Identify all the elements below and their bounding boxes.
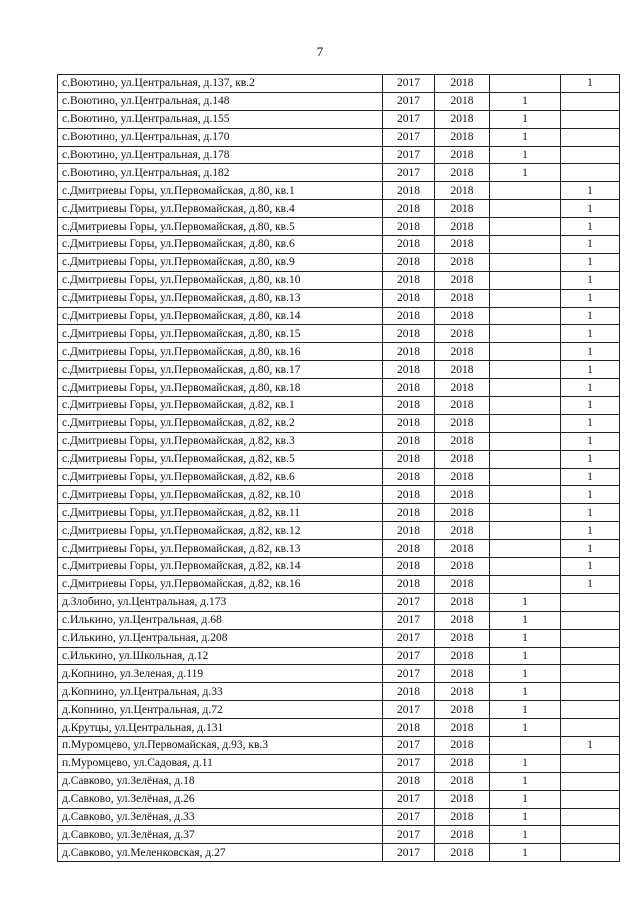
address-cell: с.Дмитриевы Горы, ул.Первомайская, д.80, кв.14: [58, 307, 383, 325]
count-b-cell: 1: [561, 575, 620, 593]
table-row: [58, 468, 620, 486]
year-start-cell: 2017: [383, 736, 435, 754]
year-start-cell: 2018: [383, 200, 435, 218]
count-b-cell: 1: [561, 253, 620, 271]
table-row: [58, 450, 620, 468]
count-a-cell: [490, 397, 561, 415]
address-cell: д.Крутцы, ул.Центральная, д.131: [58, 719, 383, 737]
year-end-cell: 2018: [435, 92, 490, 110]
year-end-cell: 2018: [435, 289, 490, 307]
year-start-cell: 2017: [383, 164, 435, 182]
count-a-cell: [490, 504, 561, 522]
table-row: [58, 271, 620, 289]
count-a-cell: 1: [490, 844, 561, 862]
year-end-cell: 2018: [435, 540, 490, 558]
year-end-cell: 2018: [435, 164, 490, 182]
year-end-cell: 2018: [435, 719, 490, 737]
table-row: [58, 75, 620, 93]
count-b-cell: [561, 844, 620, 862]
table-row: [58, 522, 620, 540]
count-b-cell: [561, 92, 620, 110]
count-b-cell: [561, 754, 620, 772]
year-end-cell: 2018: [435, 808, 490, 826]
table-row: [58, 504, 620, 522]
year-start-cell: 2018: [383, 450, 435, 468]
count-a-cell: [490, 468, 561, 486]
count-a-cell: [490, 236, 561, 254]
year-end-cell: 2018: [435, 414, 490, 432]
year-end-cell: 2018: [435, 575, 490, 593]
address-cell: с.Дмитриевы Горы, ул.Первомайская, д.82, кв.3: [58, 432, 383, 450]
count-a-cell: [490, 736, 561, 754]
address-cell: п.Муромцево, ул.Первомайская, д.93, кв.3: [58, 736, 383, 754]
count-b-cell: [561, 611, 620, 629]
count-a-cell: 1: [490, 683, 561, 701]
year-start-cell: 2018: [383, 432, 435, 450]
count-b-cell: [561, 772, 620, 790]
table-row: [58, 540, 620, 558]
count-a-cell: [490, 307, 561, 325]
count-a-cell: [490, 522, 561, 540]
count-b-cell: [561, 701, 620, 719]
count-b-cell: 1: [561, 218, 620, 236]
year-end-cell: 2018: [435, 504, 490, 522]
count-a-cell: [490, 253, 561, 271]
count-a-cell: 1: [490, 92, 561, 110]
year-end-cell: 2018: [435, 361, 490, 379]
year-end-cell: 2018: [435, 772, 490, 790]
count-b-cell: 1: [561, 558, 620, 576]
year-end-cell: 2018: [435, 754, 490, 772]
table-row: [58, 808, 620, 826]
count-a-cell: [490, 200, 561, 218]
address-cell: д.Копнино, ул.Зеленая, д.119: [58, 665, 383, 683]
address-cell: с.Воютино, ул.Центральная, д.182: [58, 164, 383, 182]
count-a-cell: [490, 486, 561, 504]
year-end-cell: 2018: [435, 450, 490, 468]
count-b-cell: 1: [561, 182, 620, 200]
count-a-cell: [490, 325, 561, 343]
count-b-cell: 1: [561, 397, 620, 415]
count-b-cell: [561, 647, 620, 665]
year-start-cell: 2018: [383, 468, 435, 486]
count-b-cell: 1: [561, 75, 620, 93]
count-a-cell: 1: [490, 647, 561, 665]
address-cell: с.Дмитриевы Горы, ул.Первомайская, д.80, кв.5: [58, 218, 383, 236]
count-b-cell: [561, 128, 620, 146]
count-a-cell: [490, 343, 561, 361]
count-b-cell: 1: [561, 540, 620, 558]
address-cell: с.Илькино, ул.Школьная, д.12: [58, 647, 383, 665]
count-b-cell: [561, 683, 620, 701]
count-a-cell: 1: [490, 719, 561, 737]
year-start-cell: 2017: [383, 754, 435, 772]
year-end-cell: 2018: [435, 128, 490, 146]
count-b-cell: 1: [561, 450, 620, 468]
year-start-cell: 2018: [383, 289, 435, 307]
table-row: [58, 575, 620, 593]
year-end-cell: 2018: [435, 665, 490, 683]
table-row: [58, 736, 620, 754]
year-start-cell: 2018: [383, 414, 435, 432]
year-start-cell: 2018: [383, 486, 435, 504]
year-start-cell: 2017: [383, 629, 435, 647]
year-end-cell: 2018: [435, 826, 490, 844]
table-row: [58, 92, 620, 110]
year-end-cell: 2018: [435, 146, 490, 164]
count-a-cell: 1: [490, 754, 561, 772]
table-row: [58, 629, 620, 647]
year-end-cell: 2018: [435, 844, 490, 862]
table-row: [58, 146, 620, 164]
table-row: [58, 611, 620, 629]
count-a-cell: [490, 379, 561, 397]
address-cell: с.Дмитриевы Горы, ул.Первомайская, д.80, кв.6: [58, 236, 383, 254]
year-start-cell: 2017: [383, 647, 435, 665]
address-cell: с.Дмитриевы Горы, ул.Первомайская, д.82, кв.16: [58, 575, 383, 593]
table-row: [58, 343, 620, 361]
count-a-cell: 1: [490, 110, 561, 128]
year-start-cell: 2017: [383, 128, 435, 146]
count-b-cell: 1: [561, 736, 620, 754]
count-a-cell: [490, 450, 561, 468]
year-start-cell: 2017: [383, 146, 435, 164]
count-a-cell: 1: [490, 146, 561, 164]
count-a-cell: 1: [490, 701, 561, 719]
year-start-cell: 2018: [383, 271, 435, 289]
address-cell: с.Дмитриевы Горы, ул.Первомайская, д.80, кв.18: [58, 379, 383, 397]
count-b-cell: [561, 719, 620, 737]
year-end-cell: 2018: [435, 200, 490, 218]
address-cell: с.Илькино, ул.Центральная, д.208: [58, 629, 383, 647]
address-cell: д.Копнино, ул.Центральная, д.72: [58, 701, 383, 719]
year-start-cell: 2017: [383, 790, 435, 808]
address-cell: с.Дмитриевы Горы, ул.Первомайская, д.80, кв.1: [58, 182, 383, 200]
count-a-cell: [490, 271, 561, 289]
year-end-cell: 2018: [435, 701, 490, 719]
year-end-cell: 2018: [435, 110, 490, 128]
count-b-cell: [561, 808, 620, 826]
year-start-cell: 2017: [383, 593, 435, 611]
year-end-cell: 2018: [435, 271, 490, 289]
count-b-cell: 1: [561, 486, 620, 504]
count-b-cell: 1: [561, 414, 620, 432]
count-b-cell: 1: [561, 236, 620, 254]
count-b-cell: 1: [561, 379, 620, 397]
page-number: 7: [316, 44, 324, 59]
count-b-cell: 1: [561, 271, 620, 289]
address-cell: с.Дмитриевы Горы, ул.Первомайская, д.82, кв.12: [58, 522, 383, 540]
count-b-cell: 1: [561, 504, 620, 522]
year-end-cell: 2018: [435, 236, 490, 254]
address-cell: д.Савково, ул.Зелёная, д.18: [58, 772, 383, 790]
table-row: [58, 844, 620, 862]
count-a-cell: 1: [490, 808, 561, 826]
year-start-cell: 2017: [383, 701, 435, 719]
year-start-cell: 2018: [383, 719, 435, 737]
year-end-cell: 2018: [435, 629, 490, 647]
table-row: [58, 665, 620, 683]
address-cell: с.Дмитриевы Горы, ул.Первомайская, д.80, кв.15: [58, 325, 383, 343]
count-b-cell: [561, 790, 620, 808]
address-cell: с.Воютино, ул.Центральная, д.178: [58, 146, 383, 164]
address-cell: с.Дмитриевы Горы, ул.Первомайская, д.82, кв.13: [58, 540, 383, 558]
count-a-cell: [490, 414, 561, 432]
year-start-cell: 2018: [383, 343, 435, 361]
year-start-cell: 2017: [383, 92, 435, 110]
year-start-cell: 2017: [383, 75, 435, 93]
address-cell: д.Савково, ул.Зелёная, д.33: [58, 808, 383, 826]
address-cell: д.Копнино, ул.Центральная, д.33: [58, 683, 383, 701]
year-start-cell: 2017: [383, 844, 435, 862]
table-row: [58, 218, 620, 236]
table-row: [58, 432, 620, 450]
count-a-cell: 1: [490, 611, 561, 629]
count-a-cell: 1: [490, 790, 561, 808]
count-b-cell: 1: [561, 432, 620, 450]
year-start-cell: 2017: [383, 826, 435, 844]
table-row: [58, 110, 620, 128]
year-end-cell: 2018: [435, 379, 490, 397]
table-row: [58, 164, 620, 182]
address-cell: с.Дмитриевы Горы, ул.Первомайская, д.82, кв.2: [58, 414, 383, 432]
count-b-cell: [561, 164, 620, 182]
year-start-cell: 2018: [383, 683, 435, 701]
count-b-cell: 1: [561, 200, 620, 218]
address-cell: с.Дмитриевы Горы, ул.Первомайская, д.80, кв.13: [58, 289, 383, 307]
table-row: [58, 253, 620, 271]
address-cell: с.Дмитриевы Горы, ул.Первомайская, д.82, кв.11: [58, 504, 383, 522]
year-start-cell: 2018: [383, 558, 435, 576]
table-row: [58, 379, 620, 397]
table-row: [58, 289, 620, 307]
year-end-cell: 2018: [435, 75, 490, 93]
count-a-cell: [490, 575, 561, 593]
address-cell: с.Дмитриевы Горы, ул.Первомайская, д.82, кв.10: [58, 486, 383, 504]
year-end-cell: 2018: [435, 432, 490, 450]
address-cell: с.Дмитриевы Горы, ул.Первомайская, д.80, кв.4: [58, 200, 383, 218]
count-b-cell: 1: [561, 361, 620, 379]
year-start-cell: 2018: [383, 361, 435, 379]
address-cell: с.Дмитриевы Горы, ул.Первомайская, д.80, кв.17: [58, 361, 383, 379]
count-a-cell: [490, 182, 561, 200]
count-b-cell: 1: [561, 343, 620, 361]
year-end-cell: 2018: [435, 558, 490, 576]
count-a-cell: 1: [490, 772, 561, 790]
year-end-cell: 2018: [435, 647, 490, 665]
count-b-cell: 1: [561, 522, 620, 540]
address-cell: с.Воютино, ул.Центральная, д.155: [58, 110, 383, 128]
table-row: [58, 772, 620, 790]
year-end-cell: 2018: [435, 790, 490, 808]
address-cell: д.Савково, ул.Меленковская, д.27: [58, 844, 383, 862]
table-row: [58, 486, 620, 504]
table-row: [58, 397, 620, 415]
address-cell: с.Дмитриевы Горы, ул.Первомайская, д.82, кв.6: [58, 468, 383, 486]
year-start-cell: 2018: [383, 397, 435, 415]
count-b-cell: 1: [561, 307, 620, 325]
year-start-cell: 2018: [383, 522, 435, 540]
table-row: [58, 182, 620, 200]
count-a-cell: [490, 432, 561, 450]
count-b-cell: 1: [561, 468, 620, 486]
year-end-cell: 2018: [435, 253, 490, 271]
address-cell: с.Воютино, ул.Центральная, д.148: [58, 92, 383, 110]
table-row: [58, 236, 620, 254]
year-start-cell: 2018: [383, 540, 435, 558]
count-a-cell: 1: [490, 593, 561, 611]
count-b-cell: [561, 665, 620, 683]
address-cell: с.Дмитриевы Горы, ул.Первомайская, д.82, кв.5: [58, 450, 383, 468]
count-b-cell: 1: [561, 325, 620, 343]
count-b-cell: [561, 629, 620, 647]
table-row: [58, 593, 620, 611]
year-start-cell: 2018: [383, 772, 435, 790]
year-end-cell: 2018: [435, 325, 490, 343]
year-start-cell: 2017: [383, 611, 435, 629]
address-cell: с.Воютино, ул.Центральная, д.137, кв.2: [58, 75, 383, 93]
count-a-cell: [490, 75, 561, 93]
table-row: [58, 719, 620, 737]
year-start-cell: 2018: [383, 379, 435, 397]
address-cell: с.Воютино, ул.Центральная, д.170: [58, 128, 383, 146]
table-row: [58, 826, 620, 844]
address-cell: с.Дмитриевы Горы, ул.Первомайская, д.80, кв.16: [58, 343, 383, 361]
count-a-cell: 1: [490, 629, 561, 647]
count-a-cell: [490, 289, 561, 307]
count-a-cell: 1: [490, 128, 561, 146]
year-end-cell: 2018: [435, 307, 490, 325]
address-cell: с.Дмитриевы Горы, ул.Первомайская, д.80, кв.9: [58, 253, 383, 271]
year-end-cell: 2018: [435, 522, 490, 540]
year-end-cell: 2018: [435, 343, 490, 361]
count-b-cell: [561, 110, 620, 128]
table-row: [58, 754, 620, 772]
year-start-cell: 2017: [383, 665, 435, 683]
table-row: [58, 307, 620, 325]
table-row: [58, 325, 620, 343]
count-a-cell: [490, 218, 561, 236]
address-cell: с.Дмитриевы Горы, ул.Первомайская, д.80, кв.10: [58, 271, 383, 289]
year-start-cell: 2018: [383, 253, 435, 271]
count-a-cell: [490, 558, 561, 576]
address-cell: с.Илькино, ул.Центральная, д.68: [58, 611, 383, 629]
count-b-cell: [561, 146, 620, 164]
year-start-cell: 2018: [383, 182, 435, 200]
table-row: [58, 414, 620, 432]
address-cell: п.Муромцево, ул.Садовая, д.11: [58, 754, 383, 772]
count-a-cell: 1: [490, 826, 561, 844]
year-end-cell: 2018: [435, 593, 490, 611]
year-start-cell: 2018: [383, 307, 435, 325]
year-start-cell: 2018: [383, 325, 435, 343]
table-row: [58, 200, 620, 218]
address-table: [57, 74, 620, 862]
count-a-cell: [490, 361, 561, 379]
year-end-cell: 2018: [435, 397, 490, 415]
table-row: [58, 128, 620, 146]
year-end-cell: 2018: [435, 736, 490, 754]
address-cell: с.Дмитриевы Горы, ул.Первомайская, д.82, кв.14: [58, 558, 383, 576]
table-row: [58, 790, 620, 808]
count-a-cell: [490, 540, 561, 558]
year-start-cell: 2018: [383, 236, 435, 254]
year-start-cell: 2018: [383, 218, 435, 236]
count-b-cell: [561, 593, 620, 611]
year-end-cell: 2018: [435, 468, 490, 486]
year-start-cell: 2017: [383, 808, 435, 826]
table-row: [58, 683, 620, 701]
year-start-cell: 2017: [383, 110, 435, 128]
count-b-cell: 1: [561, 289, 620, 307]
year-start-cell: 2018: [383, 575, 435, 593]
address-cell: с.Дмитриевы Горы, ул.Первомайская, д.82, кв.1: [58, 397, 383, 415]
count-a-cell: 1: [490, 665, 561, 683]
year-end-cell: 2018: [435, 486, 490, 504]
count-a-cell: 1: [490, 164, 561, 182]
table-row: [58, 558, 620, 576]
count-b-cell: [561, 826, 620, 844]
year-end-cell: 2018: [435, 182, 490, 200]
address-cell: д.Савково, ул.Зелёная, д.37: [58, 826, 383, 844]
address-cell: д.Савково, ул.Зелёная, д.26: [58, 790, 383, 808]
year-end-cell: 2018: [435, 683, 490, 701]
table-row: [58, 647, 620, 665]
year-start-cell: 2018: [383, 504, 435, 522]
table-row: [58, 361, 620, 379]
year-end-cell: 2018: [435, 611, 490, 629]
year-end-cell: 2018: [435, 218, 490, 236]
table-row: [58, 701, 620, 719]
address-cell: д.Злобино, ул.Центральная, д.173: [58, 593, 383, 611]
